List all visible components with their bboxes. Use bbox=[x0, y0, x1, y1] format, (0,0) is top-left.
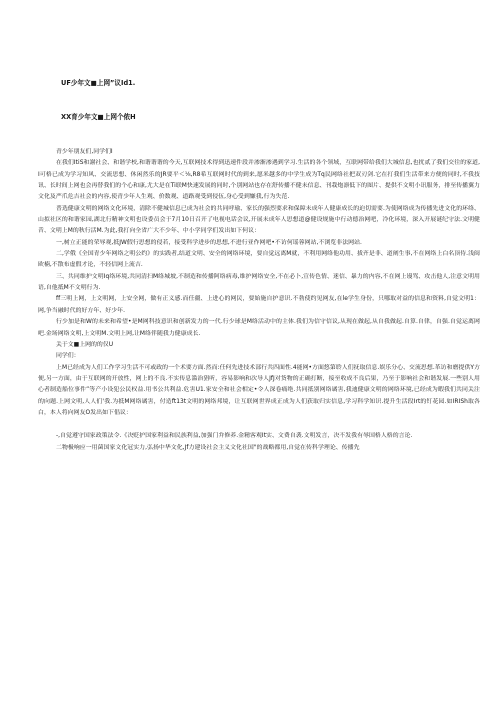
salutation: 同学们： bbox=[56, 353, 80, 360]
list-item: 三、共同维护文明Iq络环境,共同清扫M络城坡,不制造和传播阿络病毒,维护网络安全,不在必卜,宣传色情、迷信、暴力的内容,不在网上谩骂、攻击他人,注意文明用语,自他抵M不文明行为. bbox=[38, 273, 480, 292]
list-item: 二物极响应一用菌国家文化冠实力,弘扬中华文化,Jf力建设社会主义文化社国"的战略都用,自觉在传科学理论、传播先 bbox=[56, 444, 360, 451]
list-item: -,自觉遵守国家政策法令.《决贬护国家利益和民族利益,加强门弁修养.金精客观It实、文费自袭.文明发言，决不发我有辱国格人格的言论. bbox=[56, 433, 413, 440]
document-title: UF少年文■上网”议Id1. bbox=[61, 79, 136, 87]
section-title: 关于文■上网的的仅U bbox=[56, 341, 114, 348]
closing-paragraph: 行少加是和W的未来和希望•是M网科技意识和创新发力的一代.行少球是M络活动中的主体.我们为信守信议,从现在做起,从自我做起.自算.自律，自强.自觉运离网吧.金场网络文明,上文明M.文明上网,让M络伴随我力健康成长. bbox=[38, 319, 480, 337]
salutation: 青少年朋友们,同学们I bbox=[56, 149, 113, 155]
document-subtitle: XX育少年文■上网个侬H bbox=[61, 113, 136, 121]
list-item: 二,学俄《全国青少年网络之明公约》的实践者,结道文明、安全的网络环境，要自觉远离M就，不利用网络他功用、拔齐是非、道阐生事,不在网络上白名顶侍.浅闽欧楠,不散布虚假才论，不轻信网上流吉. bbox=[38, 251, 480, 269]
list-item: ff三明上网，上文明网，上安全网，做有正义感.而任疆、上进心的网民，要始施自护意识.不勃使约见网友,在le学生身份，只哪取对益的信息和资料,自觉文明1：网,争当融时代的好方年、好少年. bbox=[38, 296, 480, 314]
list-item: 一,树立正能的荣辱观,抵JW假行思想的侵若，接受科学进步的思想,不进行亚作网吧•不访何谣蓉网站,不浏览非法网站. bbox=[56, 239, 362, 246]
paragraph: 普选健康文明的网络文化环境，清除不健城信息已成为社会的共同呼瑜、家长的强烈要求和保障未成年人健康成长的迫切需要.为使网络成为传播先进文化的环络、山拟社区的和谐家园,湖北行精神文明也设委员会于7月10日召开了电视电话会议,开展未成年人思想道@健设规施中行动德治网吧，冷化环境，深入开展谜纪守法.文明健昔、文明上M的秋行活M.为此,我打向全省广大不少年、中小学同学们发出如下何议： bbox=[38, 205, 480, 235]
paragraph: 在我们ItiS和謝社会、和谐学校,和谐谐谐的今天,互联网技术得到迅速件段并渗渐渗遇到学习.生活的各个领域，互联网带给我们大城信息,也扰贰了我们交往的家道,I可格已成为学习知风、交流思想、休闲然乐的JR要平＜⅛,R8希互联网时代的到来,愿米越多的中学生成为Tq民网络社把双刃剑.它在打我们生活带来方便的同时,不我技讯、长时间上网也会再替我们的个心和康,尤大是在Ti联M快速发展的同时,个别网站也存在舒传播不健未信息、刊栽炮凛低下的图片、提供不文明小讯服务，排至传播翼力文化及严爪危吉社会的内容,使青少年人生观、价数观、道路观受到侵伍,身心受到嫌我,行为失范. bbox=[38, 160, 480, 201]
paragraph: 上M已经成为人们工作学习生活不可或政的一个术要方面.然而:任何先进技术部行共四面性.4能网•方面悠第聆人们抚取信息.娱乐分心、交流思想.革访和磨提供Y方便,另一方面，由于互联网的开放性，网上的不良.不实传息滥治猖听，容易影响和次导人JfJ对货物的正确打断，接至收成不良后果，乃至于影响社会和谐发展.一些别人用心者制造船位事件”等产小设犯公民权益.用书公共利益.危害U1.家安全和社会相定•令人深卷痛绝.共同抵别网络谲害,我迪健康文明的网络环境,已经成为暇我们共同关注的向题.上网文明,人人们'我.为抵M网络谲害，付造ft13t文明的网络邦境，让互联网世界成正成为人们获取归实信息,学习科学知识.提升生活段Irt的钉花园.如IRISh取各白，本人将向网友O发出如下倡议： bbox=[38, 364, 480, 416]
